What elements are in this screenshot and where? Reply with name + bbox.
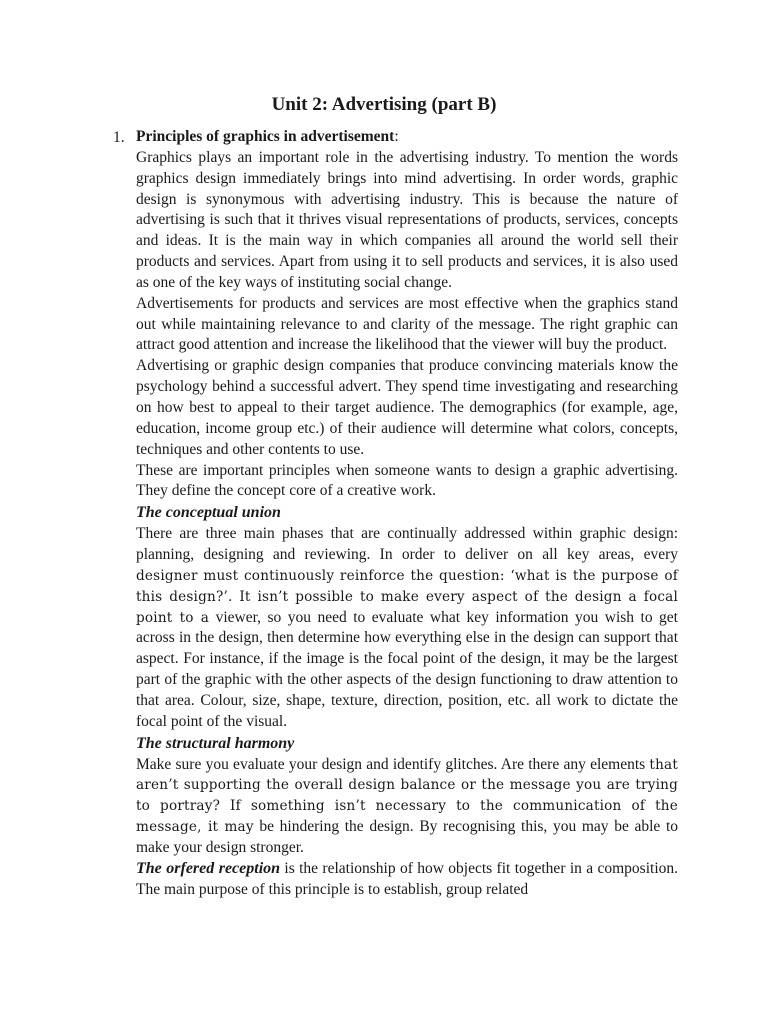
structural-harmony-text-2: that aren’t supporting the overall design balance or the message you are trying to portray? If something isn’t necessary to the communication of the message, it may (136, 756, 678, 836)
ordered-reception-paragraph (136, 859, 678, 901)
paragraph-design-companies: Advertising or graphic design companies that produce convincing materials know the psychology behind a successful advert. They spend time investigating and researching on how best to appeal to their target audience. The demographics (for example, age, education, income group etc.) of their audience will determine what colors, concepts, techniques and other contents to use. (136, 357, 678, 458)
conceptual-union-text-2: designer must continuously reinforce the question: ‘what is the purpose of this design?’. It isn’t possible to make every aspect of the design a focal point to a (136, 567, 678, 626)
conceptual-union-heading: The conceptual union (136, 504, 281, 522)
structural-harmony-heading: The structural harmony (136, 734, 295, 752)
ordered-reception-text: is the relationship of how objects fit together in a composition. The main purpose of this principle is to establish, group related (136, 859, 679, 898)
structural-harmony-text-1: Make sure you evaluate your design and identify glitches. Are there any elements (136, 755, 650, 773)
section-heading-colon: : (394, 128, 399, 145)
paragraph-advertisements-effective: Advertisements for products and services are most effective when the graphics stand out while maintaining relevance to and clarity of the message. The right graphic can attract good attention and increase the likelihood that the viewer will buy the product. (136, 294, 678, 354)
paragraph-graphics-role: Graphics plays an important role in the advertising industry. To mention the words graphics design immediately brings into mind advertising. In order words, graphic design is synonymous with advertising industry. This is because the nature of advertising is such that it thrives visual representations of products, services, concepts and ideas. It is the main way in which companies all around the world sell their products and services. Apart from using it to sell products and services, it is also used as one of the key ways of instituting social change. (136, 148, 678, 291)
section-heading (136, 127, 678, 148)
paragraph-important-principles: These are important principles when someone wants to design a graphic advertising. They define the concept core of a creative work. (136, 461, 678, 500)
section-content (136, 127, 678, 901)
conceptual-union-text-3: viewer, so you need to evaluate what key information you wish to get across in the design, then determine how everything else in the design can support that aspect. For instance, if the image is the focal point of the design, it may be the largest part of the graphic with the other aspects of the design functioning to draw attention to that area. Colour, size, shape, texture, direction, position, etc. all work to dictate the focal point of the visual. (136, 608, 678, 730)
conceptual-union-paragraph (136, 524, 678, 732)
ordered-reception-heading: The orfered reception (136, 859, 281, 877)
structural-harmony-paragraph (136, 755, 678, 859)
section-number: 1. (113, 129, 125, 146)
conceptual-union-text-1: There are three main phases that are continually addressed within graphic design: planning, designing and reviewing. In order to deliver on all key areas, every (136, 525, 678, 564)
section-heading-text: Principles of graphics in advertisement (136, 128, 395, 145)
document-title: Unit 2: Advertising (part B) (271, 94, 497, 115)
structural-harmony-text-3: be hindering the design. By recognising this, you may be able to make your design stronger. (136, 818, 678, 856)
